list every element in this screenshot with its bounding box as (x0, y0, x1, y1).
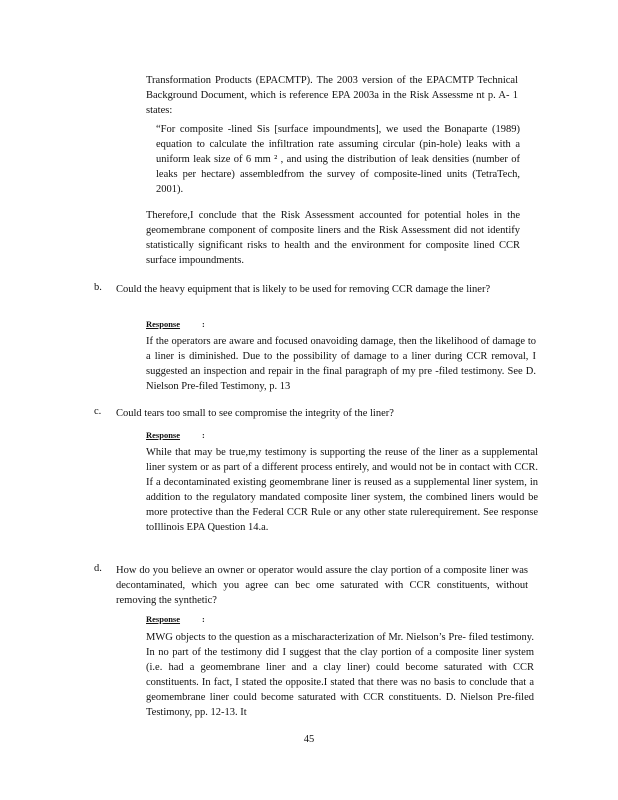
response-d-heading (146, 614, 205, 624)
question-c-letter: c. (94, 406, 102, 417)
response-b-text: If the operators are aware and focused onavoiding damage, then the likelihood of damage to a liner is diminished. Due to the possibility of damage to a liner during CCR removal, I suggested an inspection and repair in the final paragraph of my pre -filed testimony. See D. Nielson Pre-filed Testimony, p. 13 (146, 336, 536, 392)
response-label: Response (146, 430, 181, 440)
response-label: Response (146, 614, 181, 624)
response-b-heading (146, 319, 205, 329)
response-c-text: While that may be true,my testimony is supporting the reuse of the liner as a supplemental liner system or as part of a different process entirely, and would not be in contact with CCR. If a decontaminated existing geomembrane liner is reused as a supplemental liner system, in addition to the regulatory mandated composite liner system, the combined liners would be more protective than the Federal CCR Rule or any other state rulerequirement. See response toIllinois EPA Question 14.a. (146, 447, 538, 533)
question-d-letter: d. (94, 563, 102, 574)
response-label: Response (146, 319, 181, 329)
page-number: 45 (303, 734, 315, 745)
question-b-text: Could the heavy equipment that is likely to be used for removing CCR damage the liner? (116, 284, 491, 295)
response-colon: : (202, 614, 205, 624)
response-c-heading (146, 430, 205, 440)
question-b-letter: b. (94, 282, 102, 293)
response-d-text: MWG objects to the question as a mischaracterization of Mr. Nielson’s Pre- filed testimony. In no part of the testimony did I suggest that the clay portion of a composite liner system (i.e. had a geomembrane liner and a clay liner) could become saturated with CCR constituents. In fact, I stated the opposite.I stated that there was no basis to conclude that a geomembrane liner could become saturated with CCR constituents. D. Nielson Pre-filed Testimony, pp. 12-13. It (146, 632, 534, 718)
response-colon: : (202, 319, 205, 329)
question-d-text: How do you believe an owner or operator would assure the clay portion of a composite liner was decontaminated, which you agree can bec ome saturated with CCR constituents, without removing the synthetic? (116, 565, 528, 606)
question-c-text: Could tears too small to see compromise the integrity of the liner? (116, 408, 394, 419)
conclusion-paragraph: Therefore,I conclude that the Risk Assessment accounted for potential holes in the geomembrane component of composite liners and the Risk Assessment did not identify statistically significant risks to health and the environment for composite lined CCR surface impoundments. (146, 210, 520, 266)
block-quote: “For composite -lined Sis [surface impoundments], we used the Bonaparte (1989) equation to calculate the infiltration rate assuming circular (pin-hole) leaks with a uniform leak size of 6 mm ² , and using the distribution of leak densities (number of leaks per hectare) assembledfrom the survey of composite-lined units (TetraTech, 2001). (156, 124, 520, 195)
intro-paragraph: Transformation Products (EPACMTP). The 2003 version of the EPACMTP Technical Background Document, which is reference EPA 2003a in the Risk Assessme nt p. A- 1 states: (146, 75, 518, 116)
response-colon: : (202, 430, 205, 440)
